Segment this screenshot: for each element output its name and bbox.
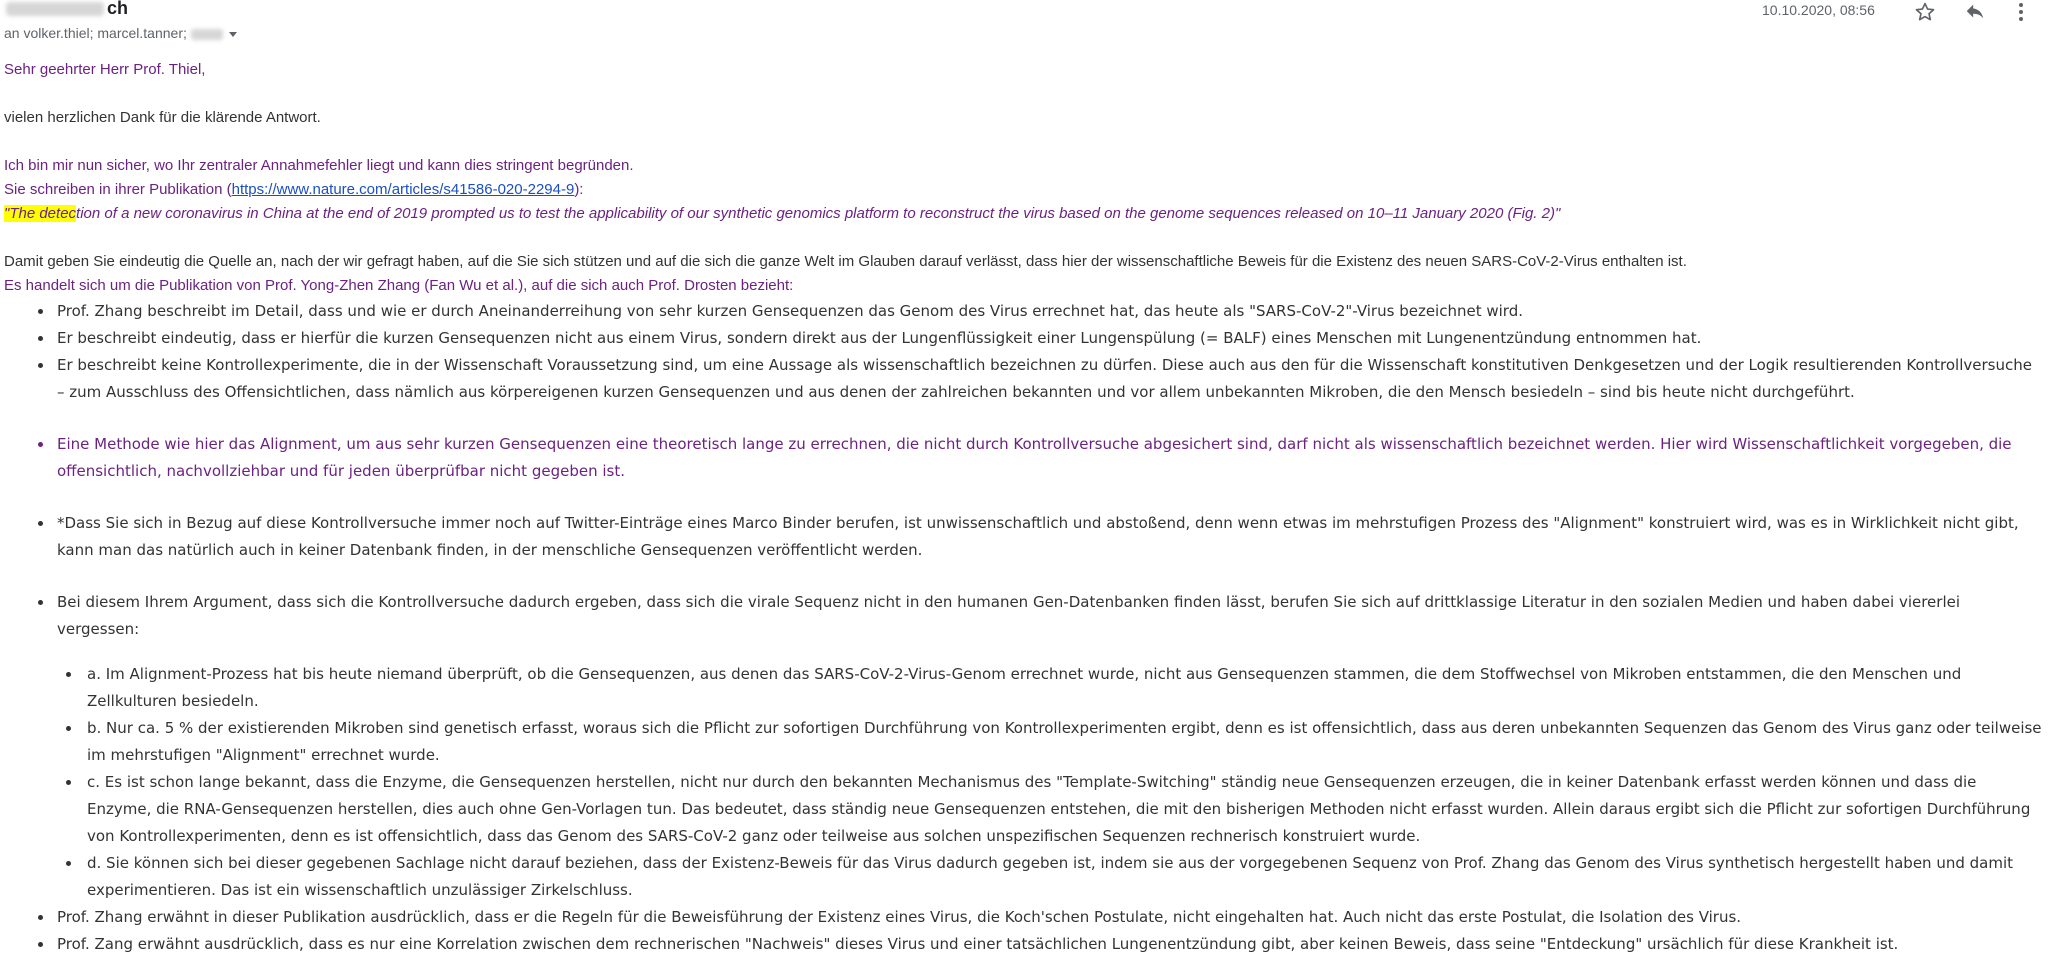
list-item: • Prof. Zang erwähnt ausdrücklich, dass es nur eine Korrelation zwischen dem rechnerischen "Nachweis" dieses Virus und einer tatsächlichen Lungenentzündung gibt, aber keinen Beweis, dass seine "Entdeckung" ursächlich für diese Krankheit ist.: [54, 931, 2044, 958]
chevron-down-icon[interactable]: [229, 32, 237, 37]
list-item: • Eine Methode wie hier das Alignment, um aus sehr kurzen Gensequenzen eine theoretisch lange zu errechnen, die nicht durch Kontrollversuche abgesichert sind, darf nicht als wissenschaftlich bezeichnet werden. Hier wird Wissenschaftlichkeit vorgegeben, die offensichtlich, nachvollziehbar und für jeden überprüfbar nicht gegeben ist.: [54, 431, 2044, 485]
email-date: 10.10.2020, 08:56: [1762, 2, 1875, 18]
publication-link[interactable]: https://www.nature.com/articles/s41586-020-2294-9: [231, 181, 575, 198]
star-icon[interactable]: [1912, 0, 1938, 24]
paragraph-1-line-1: Ich bin mir nun sicher, wo Ihr zentraler Annahmefehler liegt und kann dies stringent begründen.: [4, 157, 634, 174]
redacted-recipient: [191, 29, 223, 40]
recipients-line[interactable]: an volker.thiel; marcel.tanner;: [4, 25, 237, 41]
email-header: [0, 0, 2048, 48]
sub-list-item: • d. Sie können sich bei dieser gegebenen Sachlage nicht darauf beziehen, dass der Existenz-Beweis für das Virus dadurch gegeben ist, indem sie aus der vorgegebenen Sequenz von Prof. Zhang das Genom des Virus synthetisch hergestellt haben und damit experimentieren. Das ist ein wissenschaftlich unzulässiger Zirkelschluss.: [82, 850, 2044, 904]
paragraph-2-line-1: Damit geben Sie eindeutig die Quelle an, nach der wir gefragt haben, auf die Sie sich stützen und auf die sich die ganze Welt im Glauben darauf verlässt, dass hier der wissenschaftliche Beweis für die Existenz des neuen SARS-CoV-2-Virus enthalten ist.: [4, 253, 1687, 270]
bullet-list: [4, 298, 2044, 958]
sub-list-item: • a. Im Alignment-Prozess hat bis heute niemand überprüft, ob die Gensequenzen, aus denen das SARS-CoV-2-Virus-Genom errechnet wurde, nicht aus Gensequenzen stammen, die dem Stoffwechsel von Mikroben entstammen, die den Menschen und Zellkulturen besiedeln.: [82, 661, 2044, 715]
list-item: • Prof. Zhang beschreibt im Detail, dass und wie er durch Aneinanderreihung von sehr kurzen Gensequenzen das Genom des Virus errechnet hat, das heute als "SARS-CoV-2"-Virus bezeichnet wird.: [54, 298, 2044, 325]
sub-list-item: • b. Nur ca. 5 % der existierenden Mikroben sind genetisch erfasst, woraus sich die Pflicht zur sofortigen Durchführung von Kontrollexperimenten ergibt, denn es ist offensichtlich, dass aus deren unbekannten Sequenzen das Genom des Virus ganz oder teilweise im mehrstufigen "Alignment" errechnet wurde.: [82, 715, 2044, 769]
sub-bullet-list: [57, 661, 2044, 904]
paragraph-1-line-2: Sie schreiben in ihrer Publikation (https://www.nature.com/articles/s41586-020-2294-9):: [4, 181, 584, 198]
list-item: • Er beschreibt eindeutig, dass er hierfür die kurzen Gensequenzen nicht aus einem Virus, sondern direkt aus der Lungenflüssigkeit einer Lungenspülung (= BALF) eines Menschen mit Lungenentzündung entnommen hat.: [54, 325, 2044, 352]
more-vert-icon[interactable]: [2008, 0, 2034, 24]
list-item: • Er beschreibt keine Kontrollexperimente, die in der Wissenschaft Voraussetzung sind, um eine Aussage als wissenschaftlich bezeichnen zu dürfen. Diese auch aus den für die Wissenschaft konstitutiven Denkgesetzen und der Logik resultierenden Kontrollversuche – zum Ausschluss des Offensichtlichen, dass nämlich aus körpereigenen kurzen Gensequenzen und aus denen der zahlreichen bekannten und vor allem unbekannten Mikroben, die den Mensch besiedeln – sind bis heute nicht durchgeführt.: [54, 352, 2044, 406]
greeting: Sehr geehrter Herr Prof. Thiel,: [4, 61, 206, 78]
email-body: [4, 58, 2044, 958]
list-item: • Bei diesem Ihrem Argument, dass sich die Kontrollversuche dadurch ergeben, dass sich die virale Sequenz nicht in den humanen Gen-Datenbanken finden lässt, berufen Sie sich auf drittklassige Literatur in den sozialen Medien und haben dabei viererlei vergessen: • a. Im Alignment-Prozess hat bis heute niemand überprüft, ob die Gensequenzen, aus denen das SARS-CoV-2-Virus-Genom errechnet wurde, nicht aus Gensequenzen stammen, die dem Stoffwechsel von Mikroben entstammen, die den Menschen und Zellkulturen besiedeln. • b. Nur ca. 5 % der existierenden Mikroben sind genetisch erfasst, woraus sich die Pflicht zur sofortigen Durchführung von Kontrollexperimenten ergibt, denn es ist offensichtlich, dass aus deren unbekannten Sequenzen das Genom des Virus ganz oder teilweise im mehrstufigen "Alignment" errechnet wurde. • c. Es ist schon lange bekannt, dass die Enzyme, die Gensequenzen herstellen, nicht nur durch den bekannten Mechanismus des "Template-Switching" ständig neue Gensequenzen erzeugen, die in keiner Datenbank erfasst werden können und dass die Enzyme, die RNA-Gensequenzen herstellen, dies auch ohne Gen-Vorlagen tun. Das bedeutet, dass ständig neue Gensequenzen entstehen, die mit den bisherigen Methoden nicht erfasst wurden. Allein daraus ergibt sich die Pflicht zur sofortigen Durchführung von Kontrollexperimenten, denn es ist offensichtlich, dass das Genom des SARS-CoV-2 ganz oder teilweise aus solchen unspezifischen Sequenzen rechnerisch konstruiert wurde. • d. Sie können sich bei dieser gegebenen Sachlage nicht darauf beziehen, dass der Existenz-Beweis für das Virus dadurch gegeben ist, indem sie aus der vorgegebenen Sequenz von Prof. Zhang das Genom des Virus synthetisch hergestellt haben und damit experimentieren. Das ist ein wissenschaftlich unzulässiger Zirkelschluss.: [54, 589, 2044, 904]
thanks-line: vielen herzlichen Dank für die klärende Antwort.: [4, 109, 321, 126]
quote-line: "The detection of a new coronavirus in China at the end of 2019 prompted us to test the applicability of our synthetic genomics platform to reconstruct the virus based on the genome sequences released on 10–11 January 2020 (Fig. 2)": [4, 205, 1561, 222]
redacted-sender: [6, 2, 104, 16]
highlighted-text: "The detec: [4, 205, 77, 222]
list-item: • *Dass Sie sich in Bezug auf diese Kontrollversuche immer noch auf Twitter-Einträge eines Marco Binder berufen, ist unwissenschaftlich und abstoßend, denn wenn etwas im mehrstufigen Prozess des "Alignment" konstruiert wird, was es in Wirklichkeit nicht gibt, kann man das natürlich auch in keiner Datenbank finden, in der menschliche Gensequenzen veröffentlicht werden.: [54, 510, 2044, 564]
list-item: • Prof. Zhang erwähnt in dieser Publikation ausdrücklich, dass er die Regeln für die Beweisführung der Existenz eines Virus, die Koch'schen Postulate, nicht eingehalten hat. Auch nicht das erste Postulat, die Isolation des Virus.: [54, 904, 2044, 931]
reply-icon[interactable]: [1962, 0, 1988, 24]
paragraph-2-line-2: Es handelt sich um die Publikation von Prof. Yong-Zhen Zhang (Fan Wu et al.), auf die sich auch Prof. Drosten bezieht:: [4, 277, 794, 294]
sender-name[interactable]: ch: [6, 0, 128, 19]
sub-list-item: • c. Es ist schon lange bekannt, dass die Enzyme, die Gensequenzen herstellen, nicht nur durch den bekannten Mechanismus des "Template-Switching" ständig neue Gensequenzen erzeugen, die in keiner Datenbank erfasst werden können und dass die Enzyme, die RNA-Gensequenzen herstellen, dies auch ohne Gen-Vorlagen tun. Das bedeutet, dass ständig neue Gensequenzen entstehen, die mit den bisherigen Methoden nicht erfasst wurden. Allein daraus ergibt sich die Pflicht zur sofortigen Durchführung von Kontrollexperimenten, denn es ist offensichtlich, dass das Genom des SARS-CoV-2 ganz oder teilweise aus solchen unspezifischen Sequenzen rechnerisch konstruiert wurde.: [82, 769, 2044, 850]
